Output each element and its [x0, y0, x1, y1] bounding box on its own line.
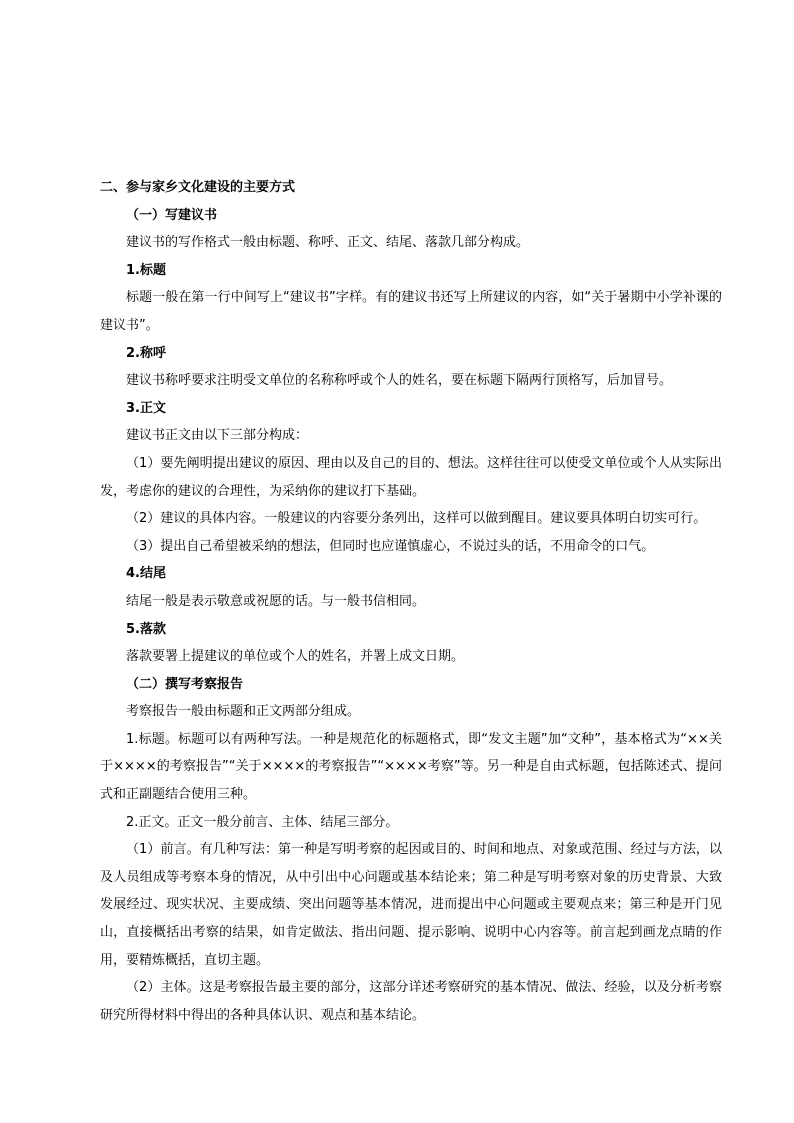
- heading-signature: 5.落款: [126, 621, 166, 637]
- heading-salutation: 2.称呼: [126, 345, 166, 361]
- paragraph-report-body: 2.正文。正文一般分前言、主体、结尾三部分。: [126, 814, 399, 830]
- paragraph-body: 建议书正文由以下三部分构成：: [126, 428, 309, 444]
- part2-title: （二）撰写考察报告: [126, 676, 244, 692]
- paragraph-signature: 落款要署上提建议的单位或个人的姓名，并署上成文日期。: [126, 649, 465, 665]
- heading-body: 3.正文: [126, 400, 166, 416]
- paragraph-body-3: （3）提出自己希望被采纳的想法，但同时也应谨慎虚心，不说过头的话，不用命令的口气。: [126, 538, 655, 554]
- paragraph-preface: （1）前言。有几种写法：第一种是写明考察的起因或目的、时间和地点、对象或范围、经过与方法，以及人员组成等考察本身的情况，从中引出中心问题或基本结论来；第二种是写明考察对象的历史背景、大致发展经过、现实状况、主要成绩、突出问题等基本情况，进而提出中心问题或主要观点来；第三种是开门见山，直接概括出考察的结果，如肯定做法、指出问题、提示影响、说明中心内容等。前言起到画龙点睛的作用，要精炼概括，直切主题。: [100, 842, 722, 968]
- paragraph-body-2: （2）建议的具体内容。一般建议的内容要分条列出，这样可以做到醒目。建议要具体明白切实可行。: [126, 511, 707, 527]
- part1-intro: 建议书的写作格式一般由标题、称呼、正文、结尾、落款几部分构成。: [126, 235, 530, 251]
- document-page: [100, 174, 722, 1029]
- heading-title: 1.标题: [126, 262, 166, 278]
- paragraph-salutation: 建议书称呼要求注明受文单位的名称称呼或个人的姓名，要在标题下隔两行顶格写，后加冒号。: [126, 373, 673, 389]
- heading-ending: 4.结尾: [126, 566, 166, 582]
- paragraph-title: 标题一般在第一行中间写上“建议书”字样。有的建议书还写上所建议的内容，如“关于暑期中小学补课的建议书”。: [100, 290, 722, 333]
- paragraph-body-1: （1）要先阐明提出建议的原因、理由以及自己的目的、想法。这样往往可以使受文单位或个人从实际出发，考虑你的建议的合理性，为采纳你的建议打下基础。: [100, 455, 722, 499]
- paragraph-ending: 结尾一般是表示敬意或祝愿的话。与一般书信相同。: [126, 593, 426, 609]
- paragraph-report-title: 1.标题。标题可以有两种写法。一种是规范化的标题格式，即“发文主题”加“文种”，基本格式为“××关于××××的考察报告”“关于××××的考察报告”“××××考察”等。另一种是自由式标题，包括陈述式、提问式和正副题结合使用三种。: [100, 731, 722, 803]
- part2-intro: 考察报告一般由标题和正文两部分组成。: [126, 704, 361, 720]
- part1-title: （一）写建议书: [126, 207, 218, 223]
- paragraph-main-body: （2）主体。这是考察报告最主要的部分，这部分详述考察研究的基本情况、做法、经验，以及分析考察研究所得材料中得出的各种具体认识、观点和基本结论。: [100, 980, 722, 1023]
- section-title: 二、参与家乡文化建设的主要方式: [100, 180, 296, 195]
